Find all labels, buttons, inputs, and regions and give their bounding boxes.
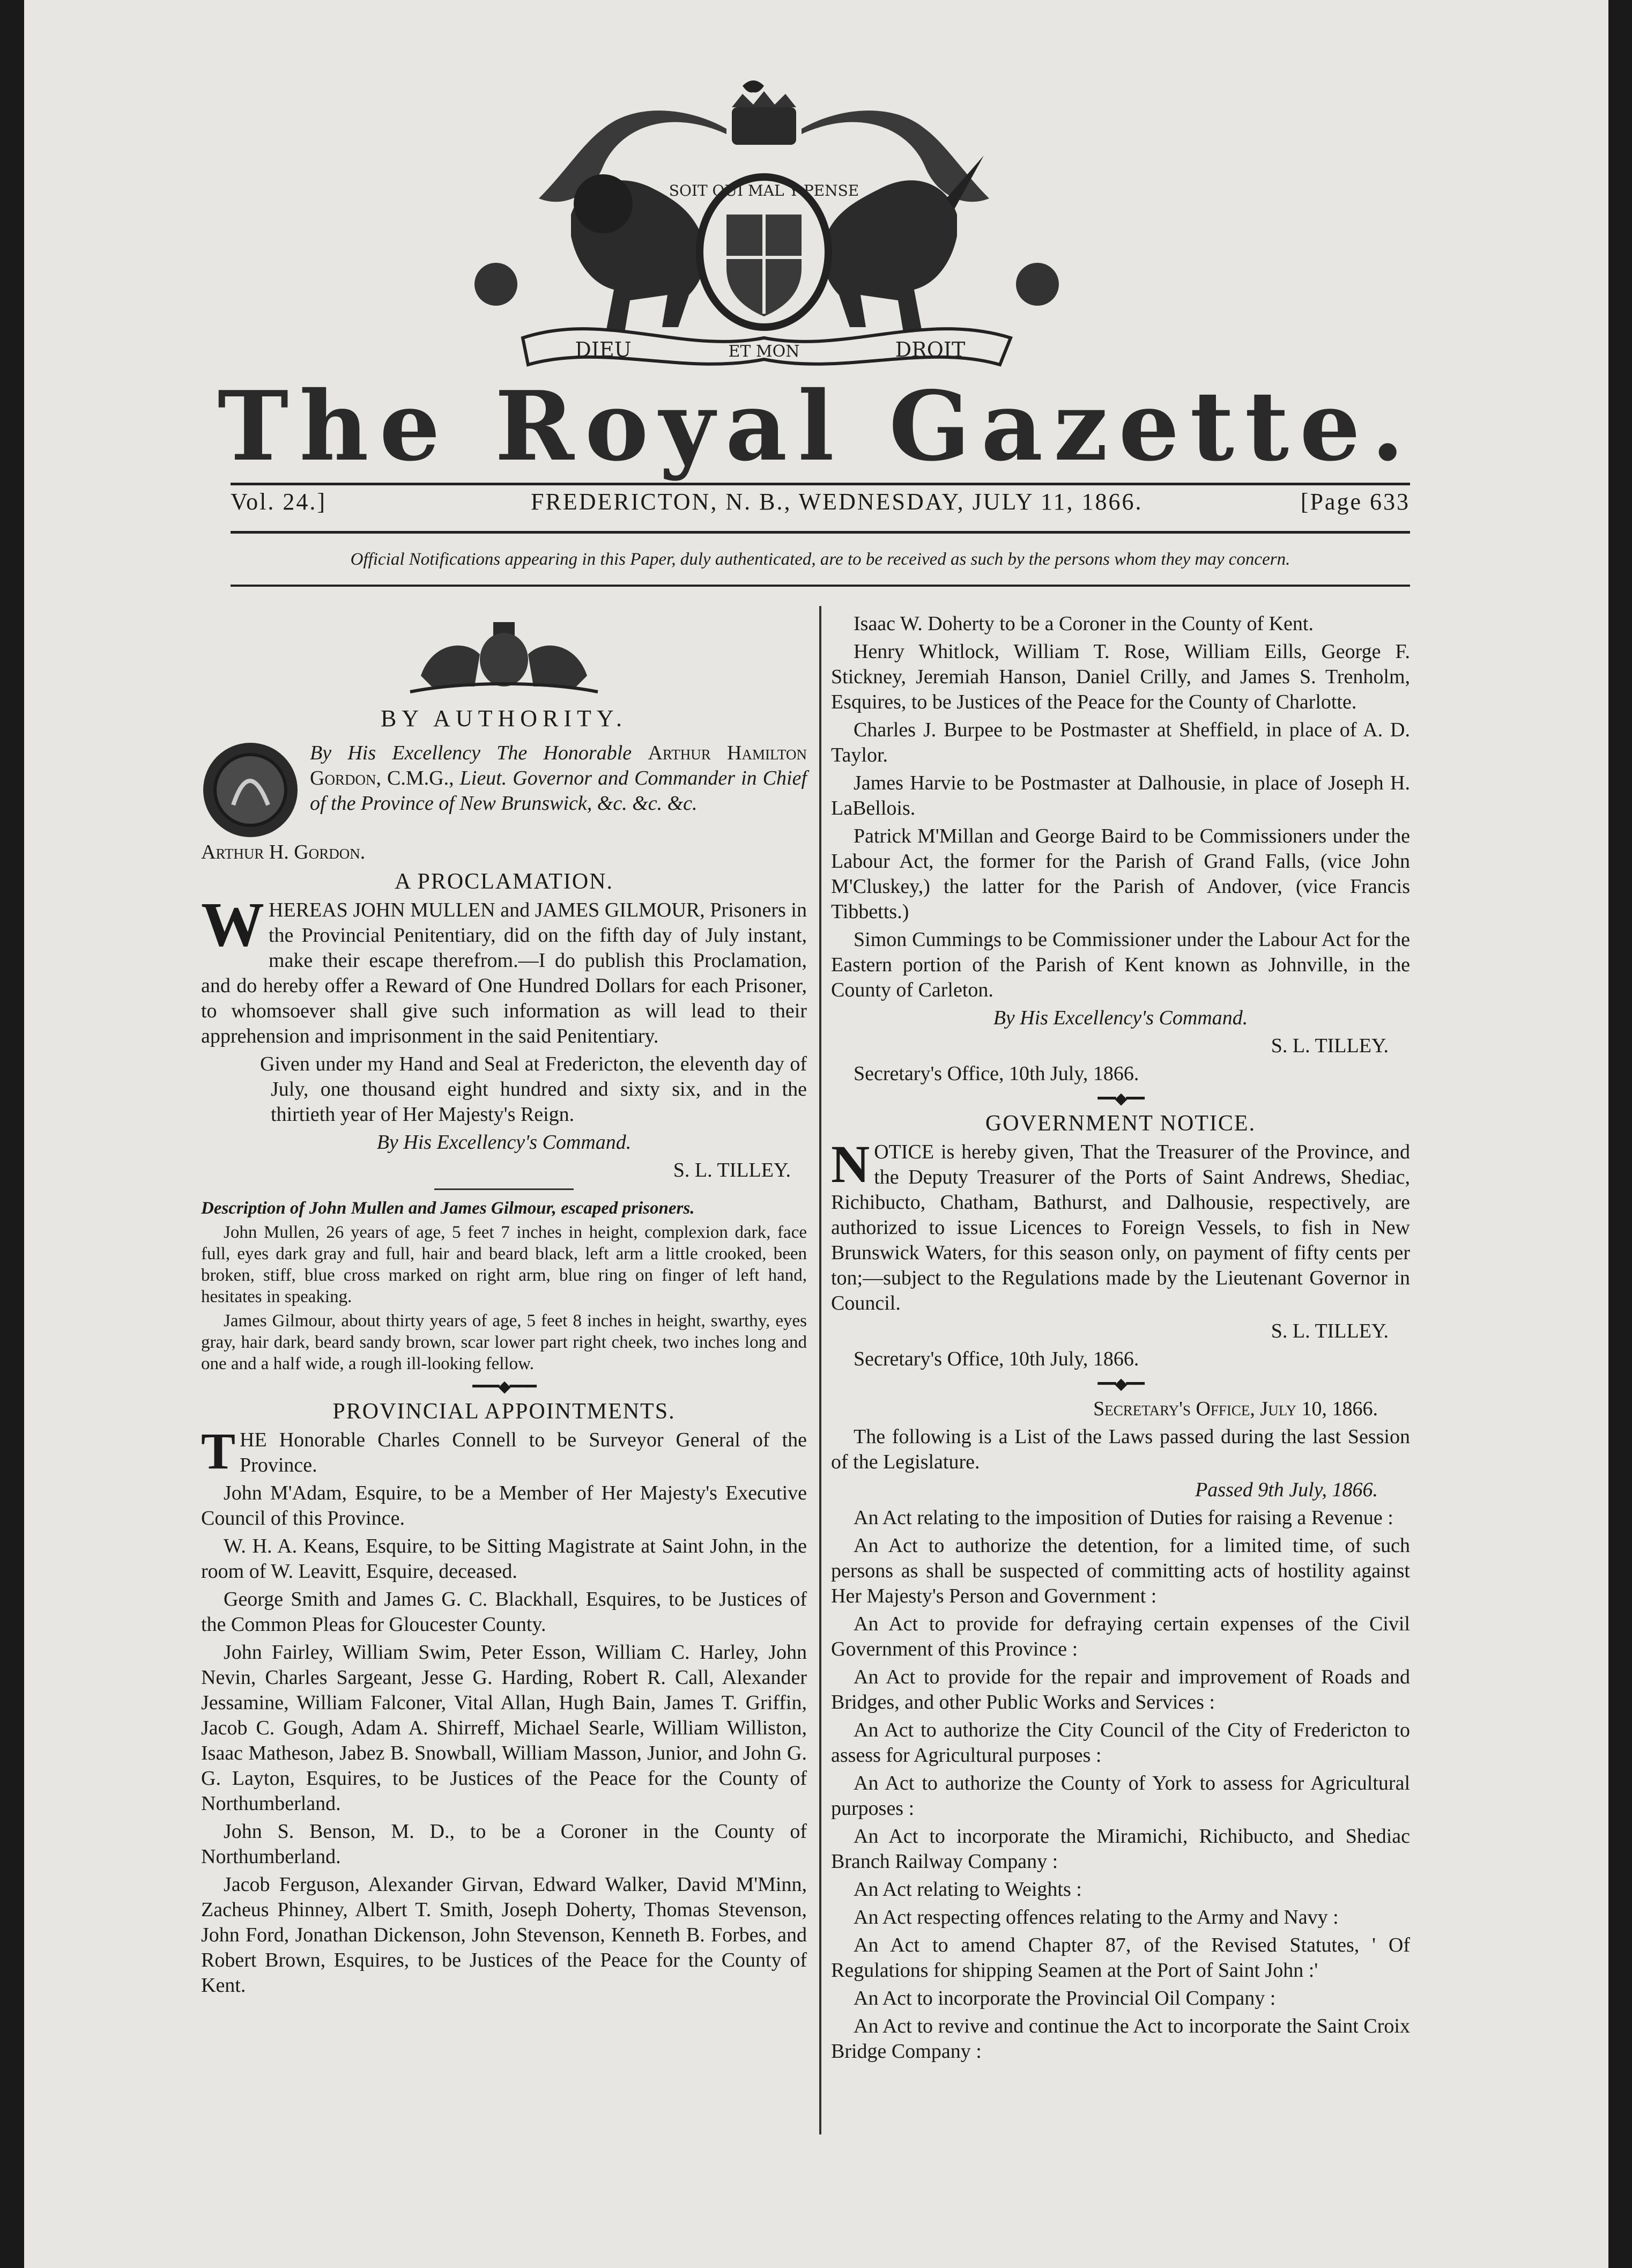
right-column xyxy=(831,611,1410,2067)
appointment-7: Jacob Ferguson, Alexander Girvan, Edward Walker, David M'Minn, Zacheus Phinney, Albert T. Smith, Joseph Doherty, Thomas Stevenson, John Ford, Jonathan Dickenson, John Stevenson, Kenneth B. Forbes, and Robert Brown, Esquires, to be Justices of the Peace for the County of Kent. xyxy=(201,1873,807,1997)
bottom-rule xyxy=(231,585,1410,587)
right-appointment-6: Simon Cummings to be Commissioner under the Labour Act for the Eastern portion of the Parish of Kent known as Johnville, in the County of Carleton. xyxy=(831,928,1410,1001)
act-item: An Act respecting offences relating to the Army and Navy : xyxy=(854,1906,1339,1929)
secretary-office-2: Secretary's Office, 10th July, 1866. xyxy=(854,1348,1139,1370)
right-appointment-1: Isaac W. Doherty to be a Coroner in the County of Kent. xyxy=(854,612,1314,635)
appointment-1 xyxy=(201,1422,807,1480)
command-line: By His Excellency's Command. xyxy=(376,1131,632,1154)
excellency-name-1: Arthur xyxy=(648,742,711,764)
appointment-6: John S. Benson, M. D., to be a Coroner in the County of Northumberland. xyxy=(201,1820,807,1868)
excellency-title: Lieut. Governor and Commander in Chief of the Province of New Brunswick, &c. &c. &c. xyxy=(310,767,807,815)
tilley-signature: S. L. TILLEY. xyxy=(673,1159,791,1181)
excellency-prefix: By His Excellency The Honorable xyxy=(310,742,632,764)
act-item: An Act to authorize the County of York to assess for Agricultural purposes : xyxy=(831,1772,1410,1820)
excellency-block xyxy=(222,741,807,816)
gilmour-description: James Gilmour, about thirty years of age, 5 feet 8 inches in height, swarthy, eyes gray, hair dark, beard sandy brown, scar lower part right cheek, two inches long and one and a half wide, a rough ill-looking fellow. xyxy=(201,1311,807,1373)
motto-right: DROIT xyxy=(895,338,966,361)
royal-arms-crest xyxy=(442,75,1086,375)
garter-motto: SOIT QUI MAL Y PENSE xyxy=(669,182,859,200)
page-number: [Page 633 xyxy=(1300,489,1410,515)
given-under-hand: Given under my Hand and Seal at Fredericton, the eleventh day of July, one thousand eight hundred and sixty six, and in the thirtieth year of Her Majesty's Reign. xyxy=(260,1053,807,1126)
small-royal-arms-icon xyxy=(399,617,609,697)
description-heading: Description of John Mullen and James Gilmour, escaped prisoners. xyxy=(201,1199,695,1218)
right-appointment-5: Patrick M'Millan and George Baird to be Commissioners under the Labour Act, the former for the Parish of Grand Falls, (vice John M'Cluskey,) the latter for the Parish of Andover, (vice Francis Tibbetts.) xyxy=(831,825,1410,923)
act-item: An Act to provide for the repair and improvement of Roads and Bridges, and other Public Works and Services : xyxy=(831,1666,1410,1713)
proclamation-heading: A PROCLAMATION. xyxy=(394,869,614,894)
appointment-2: John M'Adam, Esquire, to be a Member of Her Majesty's Executive Council of this Province. xyxy=(201,1482,807,1530)
top-rule xyxy=(231,483,1410,485)
government-notice-heading: GOVERNMENT NOTICE. xyxy=(985,1111,1256,1136)
act-item: An Act to provide for defraying certain expenses of the Civil Government of this Province : xyxy=(831,1613,1410,1660)
act-item: An Act to incorporate the Miramichi, Richibucto, and Shediac Branch Railway Company : xyxy=(831,1825,1410,1873)
official-notice-line: Official Notifications appearing in this Paper, duly authenticated, are to be received as such by the persons whom they may concern. xyxy=(350,550,1290,569)
place-date: FREDERICTON, N. B., WEDNESDAY, JULY 11, 1866. xyxy=(531,489,1143,515)
ornamental-divider: ━━◆━━ xyxy=(1097,1090,1144,1107)
act-item: An Act relating to Weights : xyxy=(854,1878,1082,1901)
act-item: An Act to amend Chapter 87, of the Revised Statutes, ' Of Regulations for shipping Seamen at the Port of Saint John :' xyxy=(831,1934,1410,1982)
motto-mid: ET MON xyxy=(728,342,800,361)
notice-dropcap: N xyxy=(831,1134,870,1194)
appointment-3: W. H. A. Keans, Esquire, to be Sitting Magistrate at Saint John, in the room of W. Leavitt, Esquire, deceased. xyxy=(201,1535,807,1583)
act-item: An Act to authorize the detention, for a limited time, of such persons as shall be suspected of committing acts of hostility against Her Majesty's Person and Government : xyxy=(831,1534,1410,1607)
passed-date: Passed 9th July, 1866. xyxy=(1195,1479,1378,1501)
proclamation-body xyxy=(201,889,807,1049)
laws-intro: The following is a List of the Laws passed during the last Session of the Legislature. xyxy=(831,1425,1410,1473)
volume-label: Vol. 24.] xyxy=(231,489,327,515)
act-item: An Act to incorporate the Provincial Oil Company : xyxy=(854,1987,1276,2010)
act-item: An Act to authorize the City Council of the City of Fredericton to assess for Agricultural purposes : xyxy=(831,1719,1410,1767)
appointments-heading: PROVINCIAL APPOINTMENTS. xyxy=(332,1399,676,1424)
right-appointment-2: Henry Whitlock, William T. Rose, William Eills, George F. Stickney, Jeremiah Hanson, Daniel Crilly, and James S. Trenholm, Esquires, to be Justices of the Peace for the County of Charlotte. xyxy=(831,640,1410,713)
mid-rule xyxy=(231,531,1410,534)
seal-icon xyxy=(201,741,300,840)
government-notice-body xyxy=(831,1134,1410,1316)
act-item: An Act to revive and continue the Act to incorporate the Saint Croix Bridge Company : xyxy=(831,2015,1410,2063)
column-divider xyxy=(819,606,821,2134)
excellency-honour: C.M.G., xyxy=(387,767,454,789)
section-rule xyxy=(434,1188,574,1190)
mullen-description: John Mullen, 26 years of age, 5 feet 7 inches in height, complexion dark, face full, eyes dark gray and full, hair and beard black, left arm a little crooked, been broken, stiff, blue cross marked on right arm, blue ring on finger of left hand, hesitates in speaking. xyxy=(201,1223,807,1306)
government-notice-text: OTICE is hereby given, That the Treasurer of the Province, and the Deputy Treasurer of the Ports of Saint Andrews, Shediac, Richibucto, Chatham, Bathurst, and Dalhousie, respectively, are authorized to issue Licences to Foreign Vessels, to fish in New Brunswick Waters, for this season only, on payment of fifty cents per ton;—subject to the Regulations made by the Lieutenant Governor in Council. xyxy=(831,1141,1410,1314)
proclamation-dropcap: W xyxy=(201,889,264,959)
appointment-5: John Fairley, William Swim, Peter Esson, William C. Harley, John Nevin, Charles Sargeant, Jesse G. Harding, Robert R. Call, Alexander Jessamine, William Falconer, Vital Allan, Hugh Bain, James T. Griffin, Jacob C. Gough, Adam A. Shirreff, Michael Searle, William Williston, Isaac Matheson, Jabez B. Snowball, William Masson, Junior, and John G. G. Layton, Esquires, to be Justices of the Peace for the County of Northumberland. xyxy=(201,1641,807,1815)
secretary-office-1: Secretary's Office, 10th July, 1866. xyxy=(854,1062,1139,1085)
appointments-dropcap: T xyxy=(201,1422,236,1480)
right-tilley-2: S. L. TILLEY. xyxy=(1271,1320,1389,1342)
proclamation-text: HEREAS JOHN MULLEN and JAMES GILMOUR, Prisoners in the Provincial Penitentiary, did on the fifth day of July instant, make their escape therefrom.—I do publish this Proclamation, and do hereby offer a Reward of One Hundred Dollars for each Prisoner, to whomsoever shall give such information as will lead to their apprehension and imprisonment in the said Penitentiary. xyxy=(201,899,807,1047)
signatory: Arthur H. Gordon. xyxy=(201,841,366,863)
act-item: An Act relating to the imposition of Duties for raising a Revenue : xyxy=(854,1506,1393,1529)
masthead-title: The Royal Gazette. xyxy=(217,370,1415,482)
left-column xyxy=(201,611,807,2001)
right-appointment-4: James Harvie to be Postmaster at Dalhousie, in place of Joseph H. LaBellois. xyxy=(831,772,1410,819)
secretary-office-3: Secretary's Office, July 10, 1866. xyxy=(1093,1398,1378,1420)
gazette-page xyxy=(24,0,1608,2268)
right-appointment-3: Charles J. Burpee to be Postmaster at Sheffield, in place of A. D. Taylor. xyxy=(831,719,1410,766)
appointment-4: George Smith and James G. C. Blackhall, Esquires, to be Justices of the Common Pleas for Gloucester County. xyxy=(201,1588,807,1636)
right-command-line: By His Excellency's Command. xyxy=(993,1007,1248,1029)
right-tilley-1: S. L. TILLEY. xyxy=(1271,1035,1389,1057)
ornamental-divider: ━━◆━━ xyxy=(1097,1375,1144,1393)
ornamental-divider: ━━━◆━━━ xyxy=(472,1378,536,1395)
appointment-1-text: HE Honorable Charles Connell to be Surveyor General of the Province. xyxy=(240,1429,807,1476)
dateline xyxy=(231,488,1410,526)
excellency-name-2: Hamilton Gordon, xyxy=(310,742,807,789)
motto-left: DIEU xyxy=(575,338,632,361)
by-authority-heading: BY AUTHORITY. xyxy=(380,705,628,732)
